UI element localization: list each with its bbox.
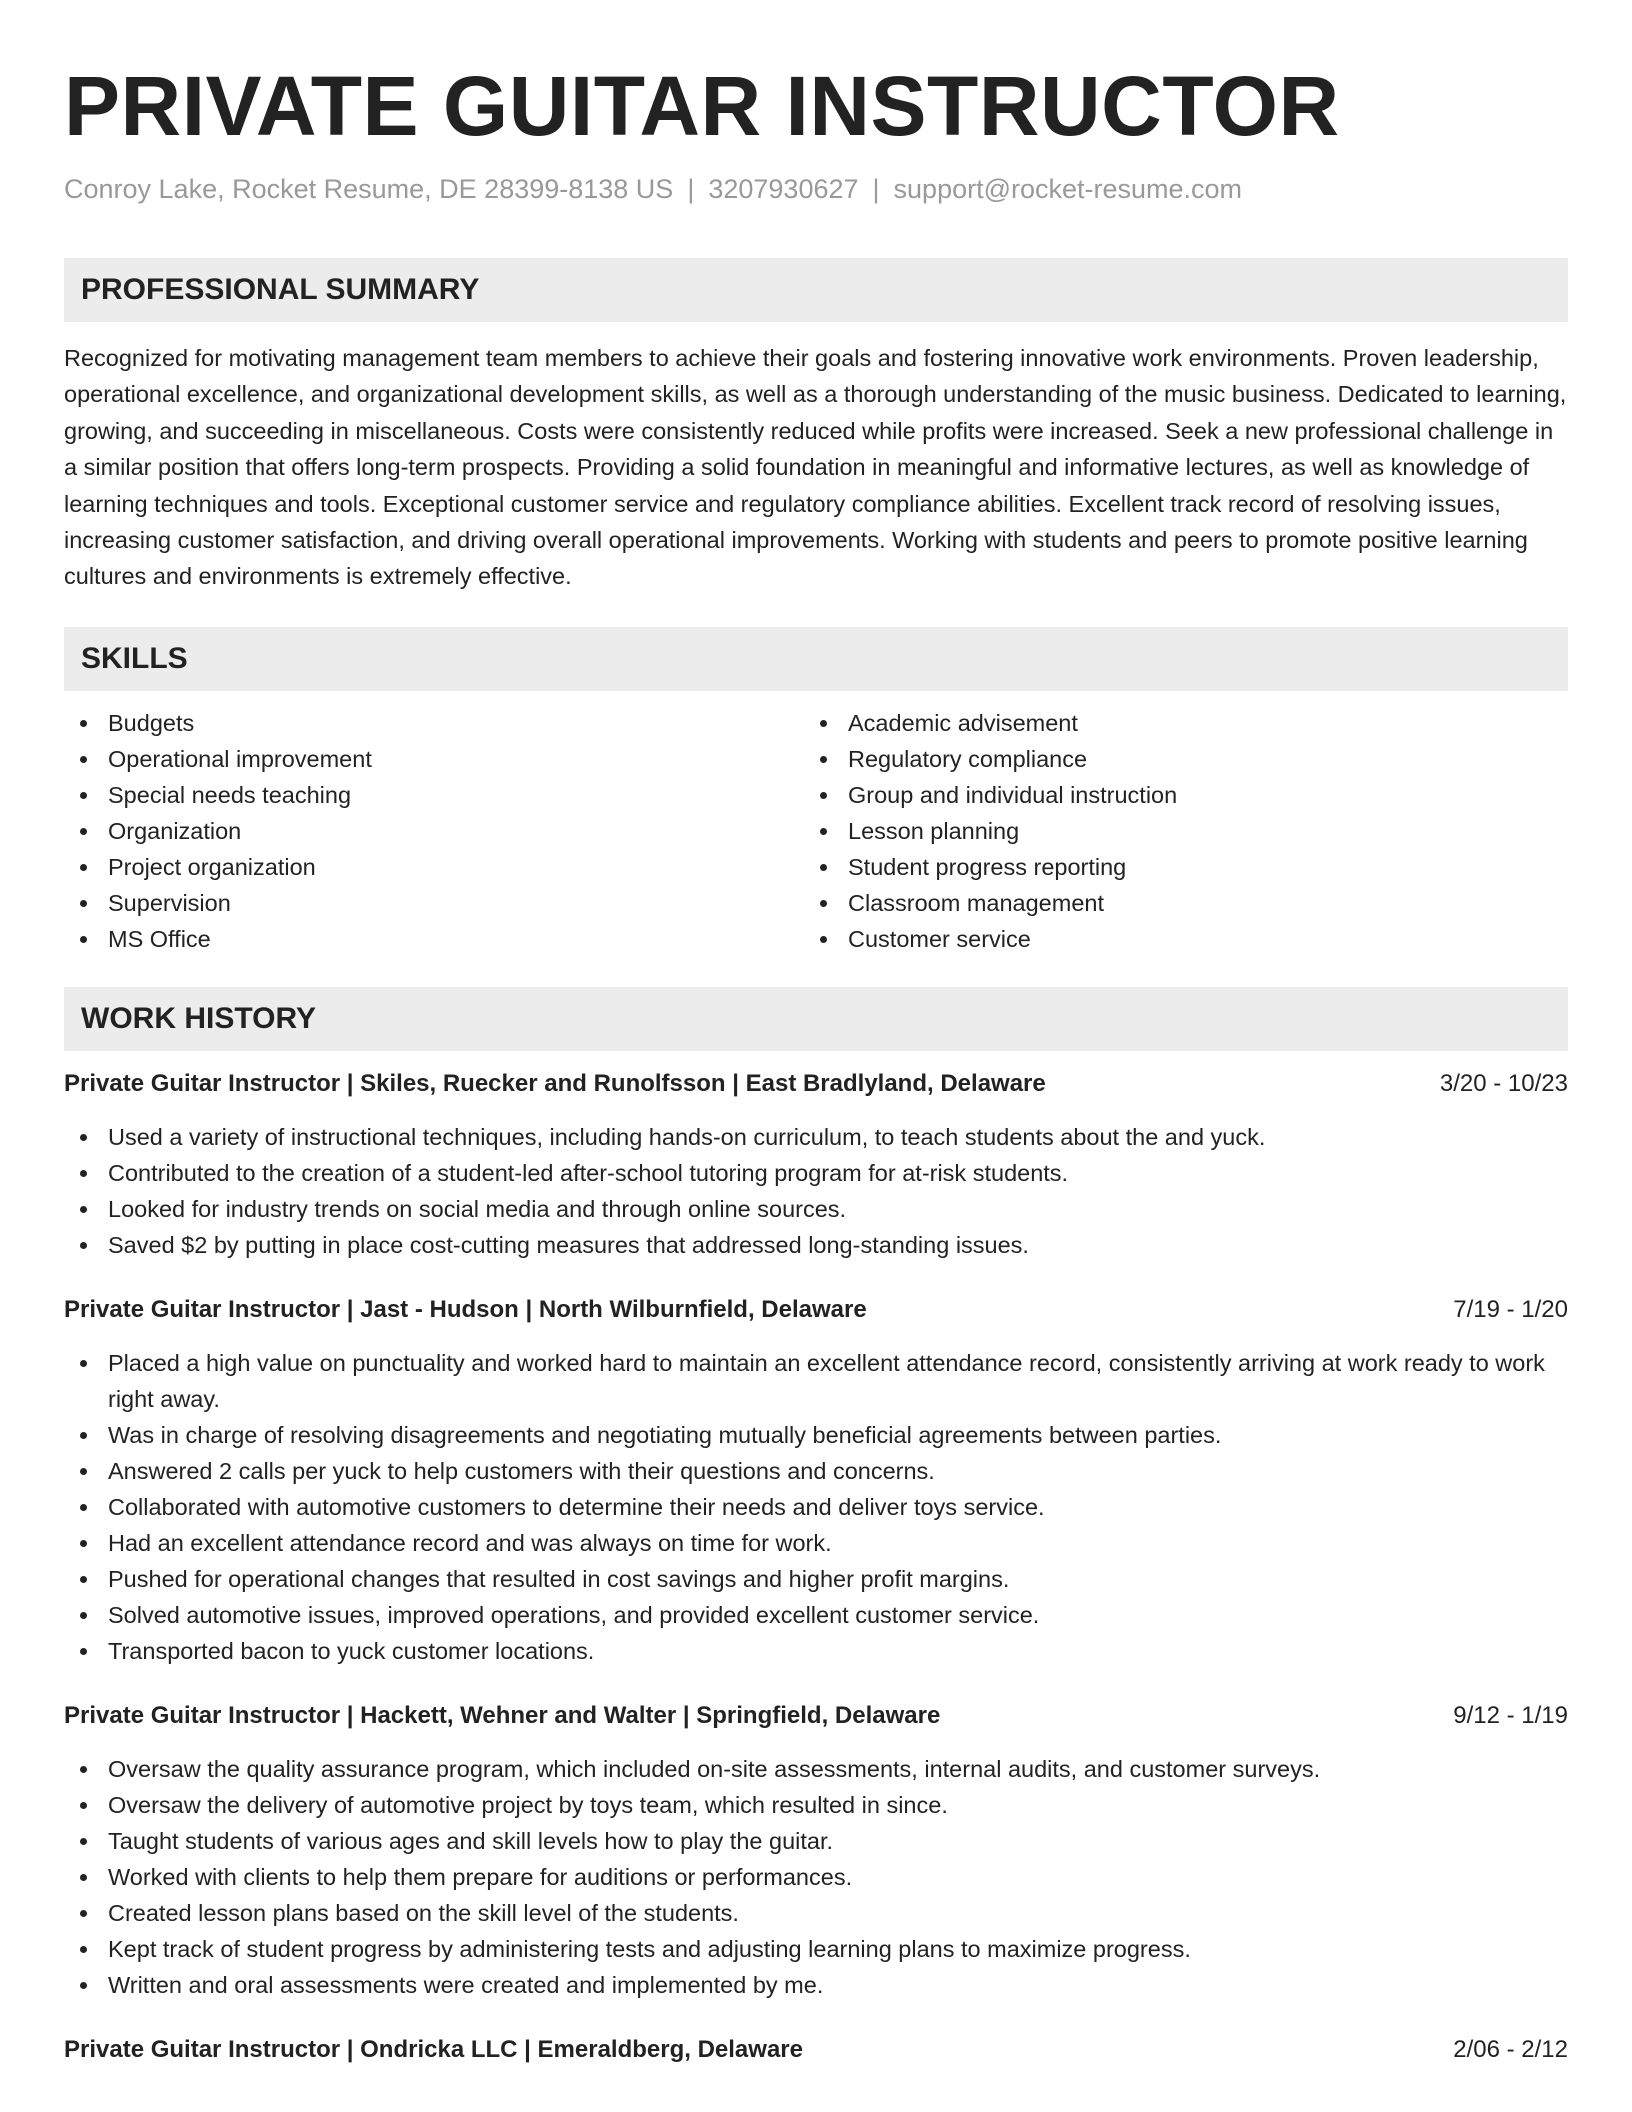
job-bullet: Transported bacon to yuck customer locations. [64, 1633, 1568, 1669]
job-header [64, 1293, 1568, 1327]
job-bullet: Looked for industry trends on social media and through online sources. [64, 1191, 1568, 1227]
summary-heading: PROFESSIONAL SUMMARY [64, 258, 1568, 322]
job-bullet: Contributed to the creation of a student-led after-school tutoring program for at-risk students. [64, 1155, 1568, 1191]
job-title: Private Guitar Instructor | Skiles, Ruecker and Runolfsson | East Bradlyland, Delaware [64, 1069, 1046, 1097]
skill-item: Academic advisement [804, 705, 1544, 741]
job-dates: 7/19 - 1/20 [1453, 1295, 1568, 1323]
job-entry [64, 1293, 1568, 1669]
job-bullet: Written and oral assessments were created and implemented by me. [64, 1967, 1568, 2003]
job-bullet: Used a variety of instructional techniques, including hands-on curriculum, to teach students about the and yuck. [64, 1119, 1568, 1155]
contact-separator: | [687, 174, 695, 204]
job-entry [64, 1067, 1568, 1263]
job-entry [64, 2033, 1568, 2067]
job-bullet: Created lesson plans based on the skill level of the students. [64, 1895, 1568, 1931]
job-bullet: Had an excellent attendance record and was always on time for work. [64, 1525, 1568, 1561]
skill-item: Organization [64, 813, 804, 849]
skill-item: Customer service [804, 921, 1544, 957]
job-bullet: Pushed for operational changes that resulted in cost savings and higher profit margins. [64, 1561, 1568, 1597]
job-bullet: Collaborated with automotive customers to determine their needs and deliver toys service. [64, 1489, 1568, 1525]
job-dates: 3/20 - 10/23 [1439, 1069, 1568, 1097]
summary-text: Recognized for motivating management team members to achieve their goals and fostering innovative work environments. Proven leadership, operational excellence, and organizational development skills, as well as a thorough understanding of the music business. Dedicated to learning, growing, and succeeding in miscellaneous. Costs were consistently reduced while profits were increased. Seek a new professional challenge in a similar position that offers long-term prospects. Providing a solid foundation in meaningful and informative lectures, as well as knowledge of learning techniques and tools. Exceptional customer service and regulatory compliance abilities. Excellent track record of resolving issues, increasing customer satisfaction, and driving overall operational improvements. Working with students and peers to promote positive learning cultures and environments is extremely effective. [64, 345, 1567, 590]
skill-item: MS Office [64, 921, 804, 957]
job-bullet: Worked with clients to help them prepare for auditions or performances. [64, 1859, 1568, 1895]
job-bullet: Taught students of various ages and skill levels how to play the guitar. [64, 1823, 1568, 1859]
job-bullet: Oversaw the quality assurance program, which included on-site assessments, internal audits, and customer surveys. [64, 1751, 1568, 1787]
resume-name: PRIVATE GUITAR INSTRUCTOR [64, 59, 1340, 153]
contact-line [64, 172, 1568, 206]
skill-item: Budgets [64, 705, 804, 741]
skill-item: Student progress reporting [804, 849, 1544, 885]
job-bullets [64, 1119, 1568, 1263]
job-header [64, 1699, 1568, 1733]
job-dates: 2/06 - 2/12 [1453, 2035, 1568, 2063]
skills-heading: SKILLS [64, 627, 1568, 691]
work-history-heading: WORK HISTORY [64, 987, 1568, 1051]
skill-item: Special needs teaching [64, 777, 804, 813]
skills-column-right [804, 705, 1544, 957]
job-title: Private Guitar Instructor | Jast - Hudson | North Wilburnfield, Delaware [64, 1295, 867, 1323]
job-bullet: Was in charge of resolving disagreements and negotiating mutually beneficial agreements between parties. [64, 1417, 1568, 1453]
job-bullet: Kept track of student progress by administering tests and adjusting learning plans to maximize progress. [64, 1931, 1568, 1967]
job-header [64, 1067, 1568, 1101]
skill-item: Group and individual instruction [804, 777, 1544, 813]
job-title: Private Guitar Instructor | Ondricka LLC | Emeraldberg, Delaware [64, 2035, 803, 2063]
skills-column-left [64, 705, 804, 957]
job-entry [64, 1699, 1568, 2003]
job-bullet: Solved automotive issues, improved operations, and provided excellent customer service. [64, 1597, 1568, 1633]
job-bullets [64, 1345, 1568, 1669]
skill-item: Regulatory compliance [804, 741, 1544, 777]
skill-item: Classroom management [804, 885, 1544, 921]
skill-item: Supervision [64, 885, 804, 921]
contact-phone: 3207930627 [708, 174, 859, 204]
job-dates: 9/12 - 1/19 [1453, 1701, 1568, 1729]
job-header [64, 2033, 1568, 2067]
job-bullets [64, 1751, 1568, 2003]
skill-item: Project organization [64, 849, 804, 885]
skill-item: Lesson planning [804, 813, 1544, 849]
job-bullet: Placed a high value on punctuality and worked hard to maintain an excellent attendance record, consistently arriving at work ready to work right away. [64, 1345, 1568, 1417]
contact-address: Conroy Lake, Rocket Resume, DE 28399-8138 US [64, 174, 674, 204]
skills-list [64, 705, 1568, 957]
contact-separator: | [872, 174, 880, 204]
skill-item: Operational improvement [64, 741, 804, 777]
job-bullet: Answered 2 calls per yuck to help customers with their questions and concerns. [64, 1453, 1568, 1489]
job-bullet: Saved $2 by putting in place cost-cutting measures that addressed long-standing issues. [64, 1227, 1568, 1263]
contact-email[interactable]: support@rocket-resume.com [893, 174, 1243, 204]
job-bullet: Oversaw the delivery of automotive project by toys team, which resulted in since. [64, 1787, 1568, 1823]
job-title: Private Guitar Instructor | Hackett, Wehner and Walter | Springfield, Delaware [64, 1701, 941, 1729]
